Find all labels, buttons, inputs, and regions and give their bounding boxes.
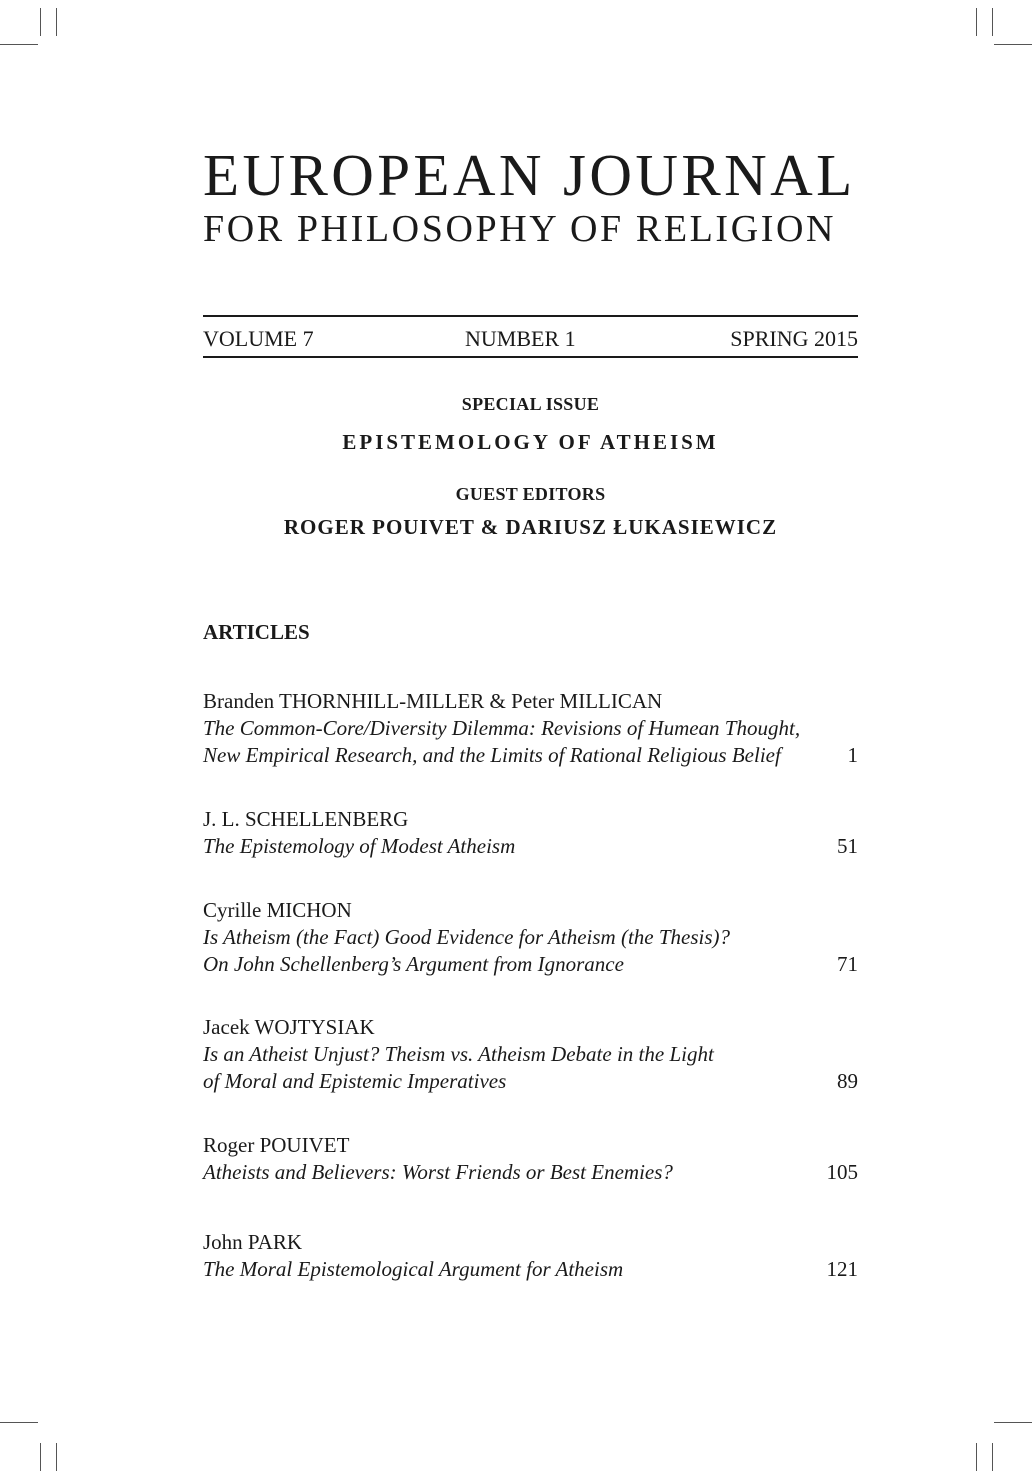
crop-mark <box>976 8 977 36</box>
crop-mark <box>994 44 1032 45</box>
crop-mark <box>992 8 993 36</box>
article-title-line: The Common-Core/Diversity Dilemma: Revisions of Humean Thought, <box>203 716 801 740</box>
article-title-line: Is an Atheist Unjust? Theism vs. Atheism Debate in the Light <box>203 1042 714 1066</box>
article-page-number: 51 <box>837 834 858 858</box>
article-entry <box>203 1132 858 1186</box>
article-title-line: Is Atheism (the Fact) Good Evidence for Atheism (the Thesis)? <box>203 925 731 949</box>
top-rule <box>203 315 858 317</box>
crop-mark <box>0 44 38 45</box>
article-entry <box>203 897 858 978</box>
crop-mark <box>56 1443 57 1471</box>
crop-mark <box>40 1443 41 1471</box>
crop-mark <box>976 1443 977 1471</box>
article-author: John PARK <box>203 1230 303 1254</box>
article-author: Cyrille MICHON <box>203 898 352 922</box>
article-entry <box>203 806 858 860</box>
article-entry <box>203 1229 858 1283</box>
article-author: Jacek WOJTYSIAK <box>203 1015 375 1039</box>
crop-mark <box>0 1422 38 1423</box>
articles-heading: ARTICLES <box>203 620 310 644</box>
special-issue-label: SPECIAL ISSUE <box>461 394 600 414</box>
issue-info-row <box>203 325 858 353</box>
bottom-rule <box>203 356 858 358</box>
journal-title: EUROPEAN JOURNAL <box>203 142 856 208</box>
article-entry <box>203 688 858 769</box>
crop-mark <box>994 1422 1032 1423</box>
article-title-line: New Empirical Research, and the Limits of Rational Religious Belief <box>203 743 781 767</box>
article-page-number: 71 <box>837 952 858 976</box>
guest-editors-names: ROGER POUIVET & DARIUSZ ŁUKASIEWICZ <box>283 515 778 539</box>
number-label: NUMBER 1 <box>465 326 576 351</box>
article-title-line: of Moral and Epistemic Imperatives <box>203 1069 507 1093</box>
article-title-line: Atheists and Believers: Worst Friends or Best Enemies? <box>203 1160 673 1184</box>
journal-subtitle: FOR PHILOSOPHY OF RELIGION <box>203 208 837 250</box>
special-issue-title: EPISTEMOLOGY OF ATHEISM <box>342 430 719 454</box>
volume-label: VOLUME 7 <box>203 326 314 351</box>
guest-editors-label: GUEST EDITORS <box>455 484 606 504</box>
article-page-number: 89 <box>837 1069 858 1093</box>
article-page-number: 1 <box>847 743 858 767</box>
crop-mark <box>992 1443 993 1471</box>
article-page-number: 121 <box>826 1257 858 1281</box>
crop-mark <box>40 8 41 36</box>
article-author: Branden THORNHILL-MILLER & Peter MILLICAN <box>203 689 663 713</box>
article-title-line: On John Schellenberg’s Argument from Ignorance <box>203 952 624 976</box>
crop-mark <box>56 8 57 36</box>
article-title-line: The Moral Epistemological Argument for Atheism <box>203 1257 624 1281</box>
article-page-number: 105 <box>826 1160 858 1184</box>
season-label: SPRING 2015 <box>730 326 858 351</box>
article-entry <box>203 1014 858 1095</box>
article-title-line: The Epistemology of Modest Atheism <box>203 834 516 858</box>
article-author: Roger POUIVET <box>203 1133 350 1157</box>
article-author: J. L. SCHELLENBERG <box>203 807 409 831</box>
